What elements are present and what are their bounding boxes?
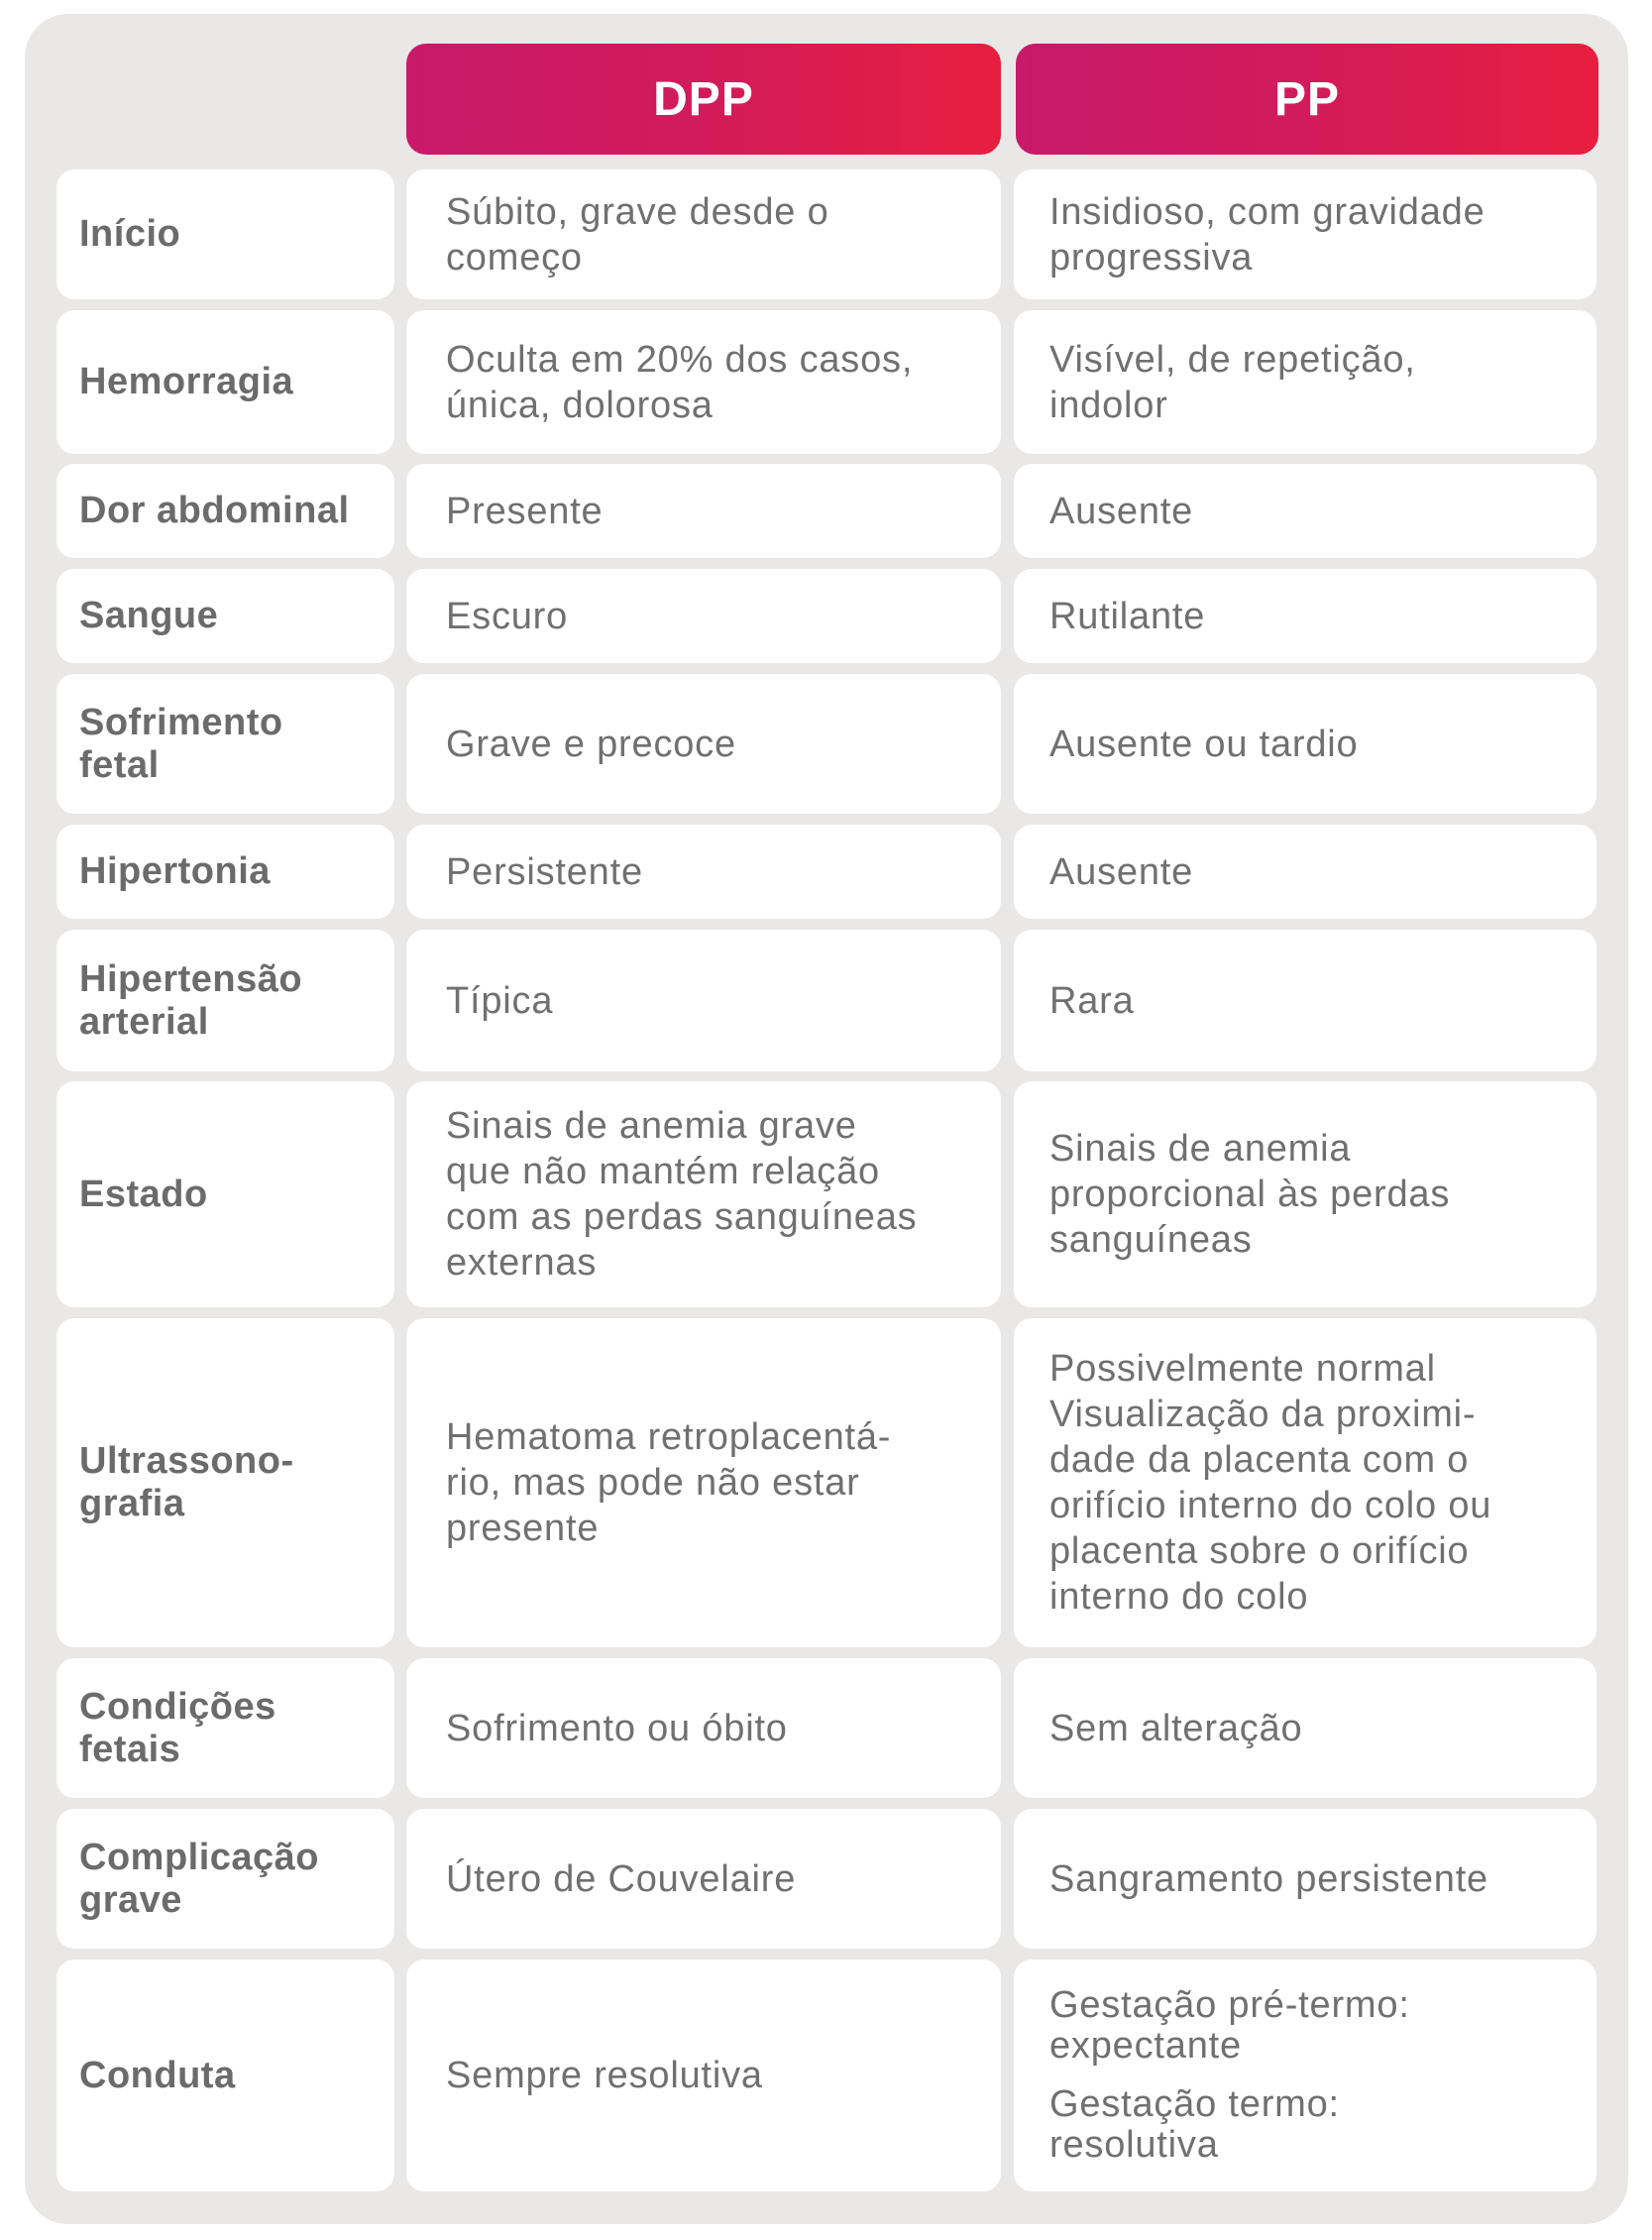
- row-label-hipertonia: Hipertonia: [56, 825, 394, 919]
- cell-dpp-estado: Sinais de anemia grave que não mantém relação com as perdas sanguíneas externas: [406, 1081, 1001, 1307]
- row-label-complicacao-grave: Complicação grave: [56, 1809, 394, 1949]
- cell-dpp-hemorragia: Oculta em 20% dos casos, única, dolorosa: [406, 310, 1001, 454]
- row-label-hemorragia: Hemorragia: [56, 310, 394, 454]
- cell-dpp-condicoes-fetais: Sofrimento ou óbito: [406, 1658, 1001, 1798]
- conduta-pp-term: Gestação termo: resolutiva: [1049, 2083, 1340, 2166]
- column-header-dpp: DPP: [406, 44, 1001, 155]
- cell-dpp-complicacao-grave: Útero de Couvelaire: [406, 1809, 1001, 1949]
- cell-dpp-sofrimento-fetal: Grave e precoce: [406, 674, 1001, 814]
- cell-dpp-conduta: Sempre resolutiva: [406, 1960, 1001, 2191]
- row-label-inicio: Início: [56, 169, 394, 299]
- cell-dpp-ultrassonografia: Hematoma retroplacentá- rio, mas pode não estar presente: [406, 1318, 1001, 1647]
- row-label-condicoes-fetais: Condições fetais: [56, 1658, 394, 1798]
- row-label-dor-abdominal: Dor abdominal: [56, 464, 394, 558]
- cell-pp-hipertonia: Ausente: [1014, 825, 1597, 919]
- cell-pp-inicio: Insidioso, com gravidade progressiva: [1014, 169, 1597, 299]
- row-label-hipertensao-arterial: Hipertensão arterial: [56, 930, 394, 1071]
- row-label-sangue: Sangue: [56, 569, 394, 663]
- cell-pp-dor-abdominal: Ausente: [1014, 464, 1597, 558]
- cell-pp-complicacao-grave: Sangramento persistente: [1014, 1809, 1597, 1949]
- cell-pp-hipertensao-arterial: Rara: [1014, 930, 1597, 1071]
- cell-dpp-dor-abdominal: Presente: [406, 464, 1001, 558]
- cell-pp-sofrimento-fetal: Ausente ou tardio: [1014, 674, 1597, 814]
- cell-dpp-hipertonia: Persistente: [406, 825, 1001, 919]
- row-label-conduta: Conduta: [56, 1960, 394, 2191]
- row-label-ultrassonografia: Ultrassono- grafia: [56, 1318, 394, 1647]
- cell-pp-ultrassonografia: Possivelmente normal Visualização da proximi- dade da placenta com o orifício interno do colo ou placenta sobre o orifício interno do colo: [1014, 1318, 1597, 1647]
- column-header-pp: PP: [1016, 44, 1598, 155]
- row-label-estado: Estado: [56, 1081, 394, 1307]
- cell-dpp-sangue: Escuro: [406, 569, 1001, 663]
- cell-pp-conduta: [1014, 1960, 1597, 2191]
- cell-pp-condicoes-fetais: Sem alteração: [1014, 1658, 1597, 1798]
- cell-pp-hemorragia: Visível, de repetição, indolor: [1014, 310, 1597, 454]
- cell-dpp-hipertensao-arterial: Típica: [406, 930, 1001, 1071]
- conduta-pp-preterm: Gestação pré-termo: expectante: [1049, 1984, 1410, 2067]
- cell-pp-estado: Sinais de anemia proporcional às perdas sanguíneas: [1014, 1081, 1597, 1307]
- row-label-sofrimento-fetal: Sofrimento fetal: [56, 674, 394, 814]
- cell-dpp-inicio: Súbito, grave desde o começo: [406, 169, 1001, 299]
- cell-pp-sangue: Rutilante: [1014, 569, 1597, 663]
